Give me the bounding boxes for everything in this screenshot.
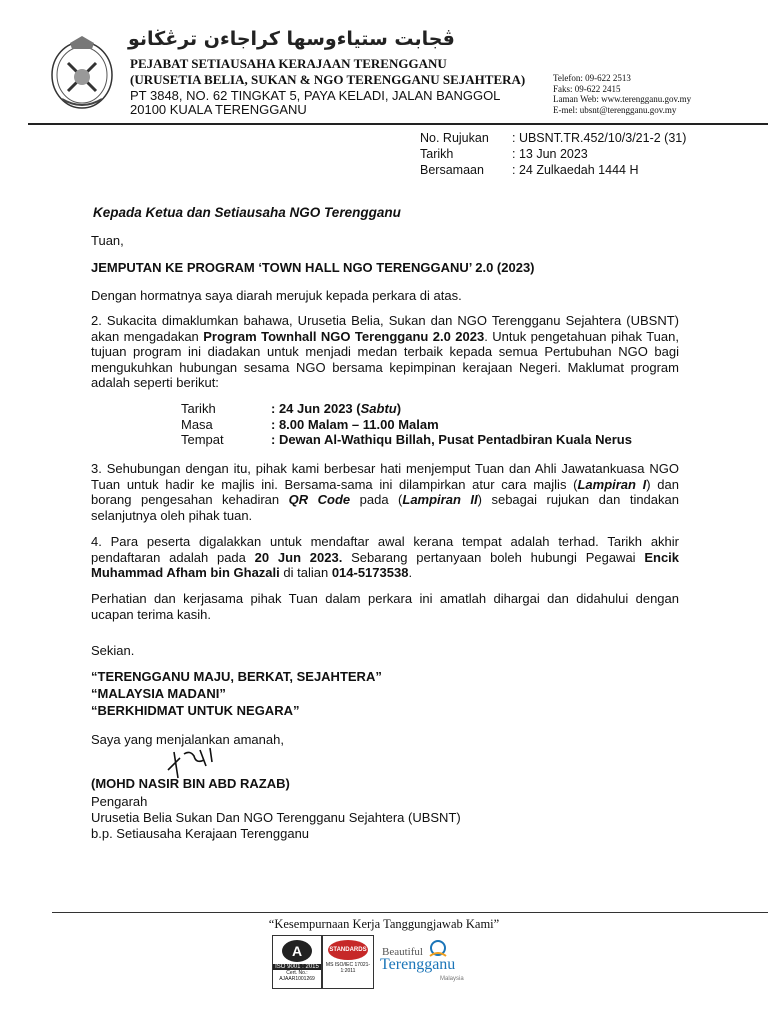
faks: Faks: 09-622 2415 <box>553 83 621 94</box>
iso-text: ISO 9001 : 2015 <box>273 964 321 970</box>
address-line-1: PT 3848, NO. 62 TINGKAT 5, PAYA KELADI, JALAN BANGGOL <box>130 88 501 103</box>
contact-officer: Encik Muhammad Afham bin Ghazali <box>91 549 680 580</box>
signature-icon <box>160 740 220 780</box>
standards-sub: MS ISO/IEC 17021-1:2011 <box>325 962 371 974</box>
footer-divider <box>52 912 768 913</box>
signatory-position <box>91 794 461 842</box>
detail-venue-value: : Dewan Al-Wathiqu Billah, Pusat Pentadbiran Kuala Nerus <box>271 432 632 447</box>
detail-date-value <box>271 401 632 417</box>
detail-time-label: Masa <box>181 416 213 432</box>
detail-date-label: Tarikh <box>181 401 216 416</box>
ref-value: : UBSNT.TR.452/10/3/21-2 (31) <box>512 131 687 145</box>
telefon: Telefon: 09-622 2513 <box>553 73 631 83</box>
p4-text-3: di talian <box>279 565 332 580</box>
signatory-title: Pengarah <box>91 794 148 809</box>
org-unit: (URUSETIA BELIA, SUKAN & NGO TERENGGANU SEJAHTERA) <box>130 72 526 87</box>
ref-label: No. Rujukan <box>420 131 489 145</box>
slogan-3: “BERKHIDMAT UNTUK NEGARA” <box>91 703 300 718</box>
website: Laman Web: www.terengganu.gov.my <box>553 94 692 104</box>
attachment-1: Lampiran I <box>577 476 647 492</box>
closing: Sekian. <box>91 643 135 658</box>
footer-motto: “Kesempurnaan Kerja Tanggungjawab Kami” <box>268 917 500 931</box>
state-crest-icon <box>48 33 116 111</box>
p2-text-cont: . Untuk pengetahuan pihak Tuan, tujuan program ini diadakan untuk menjadi medan terbaik kepada semua Pertubuhan NGO bagi mengukuhkan hubungan sesama NGO bersama kepimpinan kerajaan Negeri. Maklumat program adalah seperti berikut: <box>91 328 679 390</box>
deadline-date: 20 Jun 2023. <box>254 549 343 565</box>
org-name: PEJABAT SETIAUSAHA KERAJAAN TERENGGANU <box>130 56 447 71</box>
day-text: Sabtu <box>360 401 397 416</box>
hijri-label: Bersamaan <box>420 163 484 177</box>
paragraph-3 <box>91 461 679 523</box>
paragraph-1: Dengan hormatnya saya diarah merujuk kepada perkara di atas. <box>91 288 462 303</box>
brand-name: Terengganu <box>380 956 456 973</box>
signatory-name: (MOHD NASIR BIN ABD RAZAB) <box>91 776 290 791</box>
reference-block <box>420 130 686 178</box>
p4-text-4: . <box>408 565 413 580</box>
paragraph-5: Perhatian dan kerjasama pihak Tuan dalam perkara ini amatlah dihargai dan didahului dengan ucapan terima kasih. <box>91 591 679 622</box>
date-value: : 13 Jun 2023 <box>512 147 588 161</box>
salutation: Tuan, <box>91 233 124 248</box>
standards-text: STANDARDS <box>328 940 368 960</box>
email: E-mel: ubsnt@terengganu.gov.my <box>553 104 677 115</box>
slogans <box>91 668 382 719</box>
jawi-header-text: ڤجابت ستياءوسها كراجاءن ترڠڬانو <box>128 28 455 50</box>
date-text: : 24 Jun 2023 ( <box>271 401 361 416</box>
p3-text-3: pada ( <box>350 492 403 507</box>
signatory-unit: Urusetia Belia Sukan Dan NGO Terengganu Sejahtera (UBSNT) <box>91 810 461 825</box>
signatory-bp: b.p. Setiausaha Kerajaan Terengganu <box>91 826 310 841</box>
iso-cert-no: Cert. No.: AJAAR1001269 <box>279 970 315 982</box>
slogan-2: “MALAYSIA MADANI” <box>91 686 226 701</box>
p3-text-2: ) dan borang pengesahan kehadiran <box>91 476 679 507</box>
slogan-1: “TERENGGANU MAJU, BERKAT, SEJAHTERA” <box>91 669 382 684</box>
program-details <box>181 401 632 448</box>
recipient: Kepada Ketua dan Setiausaha NGO Terengganu <box>93 205 401 220</box>
p3-text-4: ) sebagai rujukan dan tindakan selanjutnya oleh pihak tuan. <box>91 492 679 523</box>
detail-time-value: : 8.00 Malam – 11.00 Malam <box>271 416 439 432</box>
contact-phone: 014-5173538 <box>331 565 409 580</box>
p4-text-2: Sebarang pertanyaan boleh hubungi Pegawai <box>342 549 645 565</box>
p4-text: 4. Para peserta digalakkan untuk mendaftar awal kerana tempat adalah terhad. Tarikh akhir pendaftaran adalah pada <box>91 534 679 565</box>
brand-country: Malaysia <box>440 976 464 982</box>
sign-off: Saya yang menjalankan amanah, <box>91 732 284 747</box>
contact-block <box>553 73 691 115</box>
date-close: ) <box>396 401 402 416</box>
paragraph-2 <box>91 313 679 391</box>
hijri-value: : 24 Zulkaedah 1444 H <box>512 163 639 177</box>
attachment-2: Lampiran II <box>402 492 478 507</box>
header-divider <box>28 123 768 125</box>
address-line-2: 20100 KUALA TERENGGANU <box>130 102 307 117</box>
p2-text: 2. Sukacita dimaklumkan bahawa, Urusetia Belia, Sukan dan NGO Terengganu Sejahtera (UBSNT) akan mengadakan <box>91 313 679 344</box>
brand-beautiful: Beautiful <box>382 946 423 958</box>
date-label: Tarikh <box>420 147 454 161</box>
program-name: Program Townhall NGO Terengganu 2.0 2023 <box>203 328 485 344</box>
standards-cert-logo <box>322 935 374 989</box>
subject-line: JEMPUTAN KE PROGRAM ‘TOWN HALL NGO TERENGGANU’ 2.0 (2023) <box>91 260 535 275</box>
detail-venue-label: Tempat <box>181 432 224 447</box>
iso-cert-logo: A ISO 9001 : 2015 Cert. No.: AJAAR1001269 <box>272 935 322 989</box>
p3-text: 3. Sehubungan dengan itu, pihak kami berbesar hati menjemput Tuan dan Ahli Jawatankuasa NGO Tuan untuk hadir ke majlis ini. Bersama-sama ini dilampirkan atur cara majlis ( <box>91 461 679 492</box>
qr-code-text: QR Code <box>288 492 351 507</box>
paragraph-4 <box>91 534 679 581</box>
